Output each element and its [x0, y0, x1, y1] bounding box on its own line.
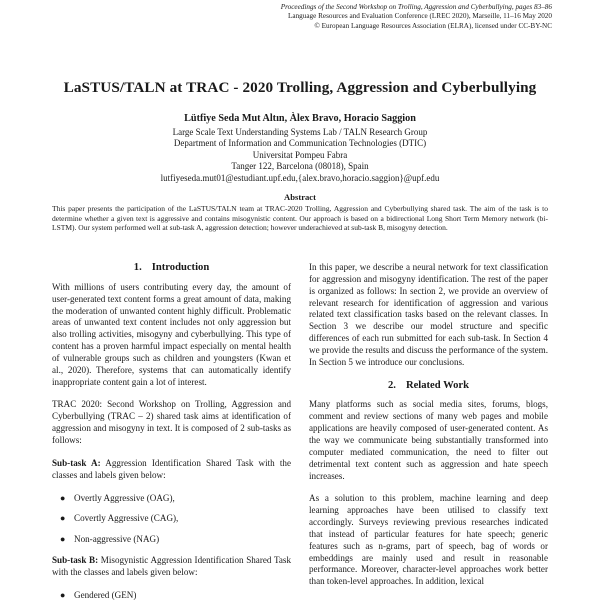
intro-paragraph-3: In this paper, we describe a neural network for text classification for aggression and misogyny identification. The rest of the paper is organized as follows: In section 2, we provide an overview of relevant research for identification of aggression and various related text classification tasks based on the relevant classes. In Section 3 we describe our model structure and specific differences of each run submitted for each sub-task. In Section 4 we provide the results and discuss the performance of the system. In Section 5 we introduce our conclusions.: [309, 262, 548, 367]
list-item-text: Overtly Aggressive (OAG),: [74, 492, 175, 503]
header-line-3: © European Language Resources Association (ELRA), licensed under CC-BY-NC: [314, 21, 552, 30]
affiliation-address: Tanger 122, Barcelona (08018), Spain: [231, 161, 369, 172]
subtask-a-label: Sub-task A:: [52, 457, 101, 468]
section-title: Related Work: [405, 379, 470, 391]
abstract-heading: Abstract: [284, 192, 316, 202]
section-title: Introduction: [151, 262, 210, 273]
intro-paragraph-1: With millions of users contributing every day, the amount of user-generated text content forms a great amount of data, making the moderation of unwanted content highly difficult. Problematic areas of unwanted text content includes not only aggression but also trolling activities, misogyny and cyberbullying. This type of content has a proven harmful impact especially on mental health of vulnerable groups such as children and youngsters (Kwan et al., 2020). Therefore, systems that can automatically identify inappropriate content gain a lot of interest.: [52, 281, 291, 387]
list-item: [52, 513, 291, 525]
bullet-icon: ●: [60, 534, 66, 545]
intro-paragraph-2: TRAC 2020: Second Workshop on Trolling, Aggression and Cyberbullying (TRAC – 2) shared task aims at identification of aggression and misogyny in text. It is composed of 2 sub-tasks as follows:: [52, 399, 291, 445]
subtask-a-class-list: [52, 493, 291, 547]
section-heading-introduction: [52, 262, 291, 274]
list-item-text: Gendered (GEN): [74, 589, 137, 600]
subtask-b-text: Misogynistic Aggression Identification Shared Task with the classes and labels given below:: [52, 555, 291, 577]
affiliation-lab: Large Scale Text Understanding Systems Lab / TALN Research Group: [172, 127, 428, 137]
author-list: Lütfiye Seda Mut Altın, Àlex Bravo, Horacio Saggion: [184, 113, 416, 124]
left-column: [52, 262, 291, 611]
proceedings-header: [222, 3, 552, 31]
section-number: 1.: [133, 262, 142, 273]
list-item-text: Non-aggressive (NAG): [74, 534, 160, 545]
header-line-1: Proceedings of the Second Workshop on Trolling, Aggression and Cyberbullying, pages 83–86: [280, 3, 552, 11]
affiliation-department: Department of Information and Communication Technologies (DTIC): [173, 138, 427, 149]
section-heading-related-work: [309, 380, 548, 392]
affiliation-university: Universitat Pompeu Fabra: [252, 149, 348, 160]
paper-title: LaSTUS/TALN at TRAC - 2020 Trolling, Aggression and Cyberbullying: [63, 79, 537, 96]
subtask-b-description: [52, 555, 291, 579]
related-work-paragraph-2: As a solution to this problem, machine learning and deep learning approaches have been utilised to classify text accordingly. Surveys reviewing previous researches indicated that instead of particular features for hate speech; generic features such as n-grams, part of speech, bag of words or embeddings are mainly used and result in reasonable performance. Moreover, character-level approaches work better than token-level approaches. In addition, lexical: [309, 493, 548, 587]
affiliation-block: [0, 127, 600, 184]
bullet-icon: ●: [60, 513, 66, 524]
bullet-icon: ●: [60, 492, 66, 503]
header-line-2: Language Resources and Evaluation Conference (LREC 2020), Marseille, 11–16 May 2020: [288, 12, 552, 21]
author-emails: lutfiyeseda.mut01@estudiant.upf.edu,{alex.bravo,horacio.saggion}@upf.edu: [160, 172, 440, 183]
abstract-text: This paper presents the participation of the LaSTUS/TALN team at TRAC-2020 Trolling, Aggression and Cyberbullying shared task. The aim of the task is to determine whether a given text is aggressive and contains misogynistic content. Our approach is based on a bidirectional Long Short Term Memory network (bi-LSTM). Our system performed well at sub-task A, aggression detection; however underachieved at sub-task B, misogyny detection.: [52, 204, 548, 233]
list-item-text: Covertly Aggressive (CAG),: [74, 513, 179, 524]
subtask-a-text: Aggression Identification Shared Task with the classes and labels given below:: [52, 457, 291, 480]
bullet-icon: ●: [60, 589, 66, 600]
list-item: [52, 493, 291, 505]
subtask-a-description: [52, 458, 291, 482]
list-item: [52, 534, 291, 546]
related-work-paragraph-1: Many platforms such as social media sites, forums, blogs, comment and review sections of many web pages and mobile applications are heavily composed of user-generated content. As the way we communicate being substantially transformed into computer mediated communication, the need to filter out detrimental text content such as aggression and hate speech increases.: [309, 399, 548, 481]
right-column: [309, 262, 548, 599]
section-number: 2.: [387, 379, 396, 391]
subtask-b-label: Sub-task B:: [52, 555, 99, 566]
